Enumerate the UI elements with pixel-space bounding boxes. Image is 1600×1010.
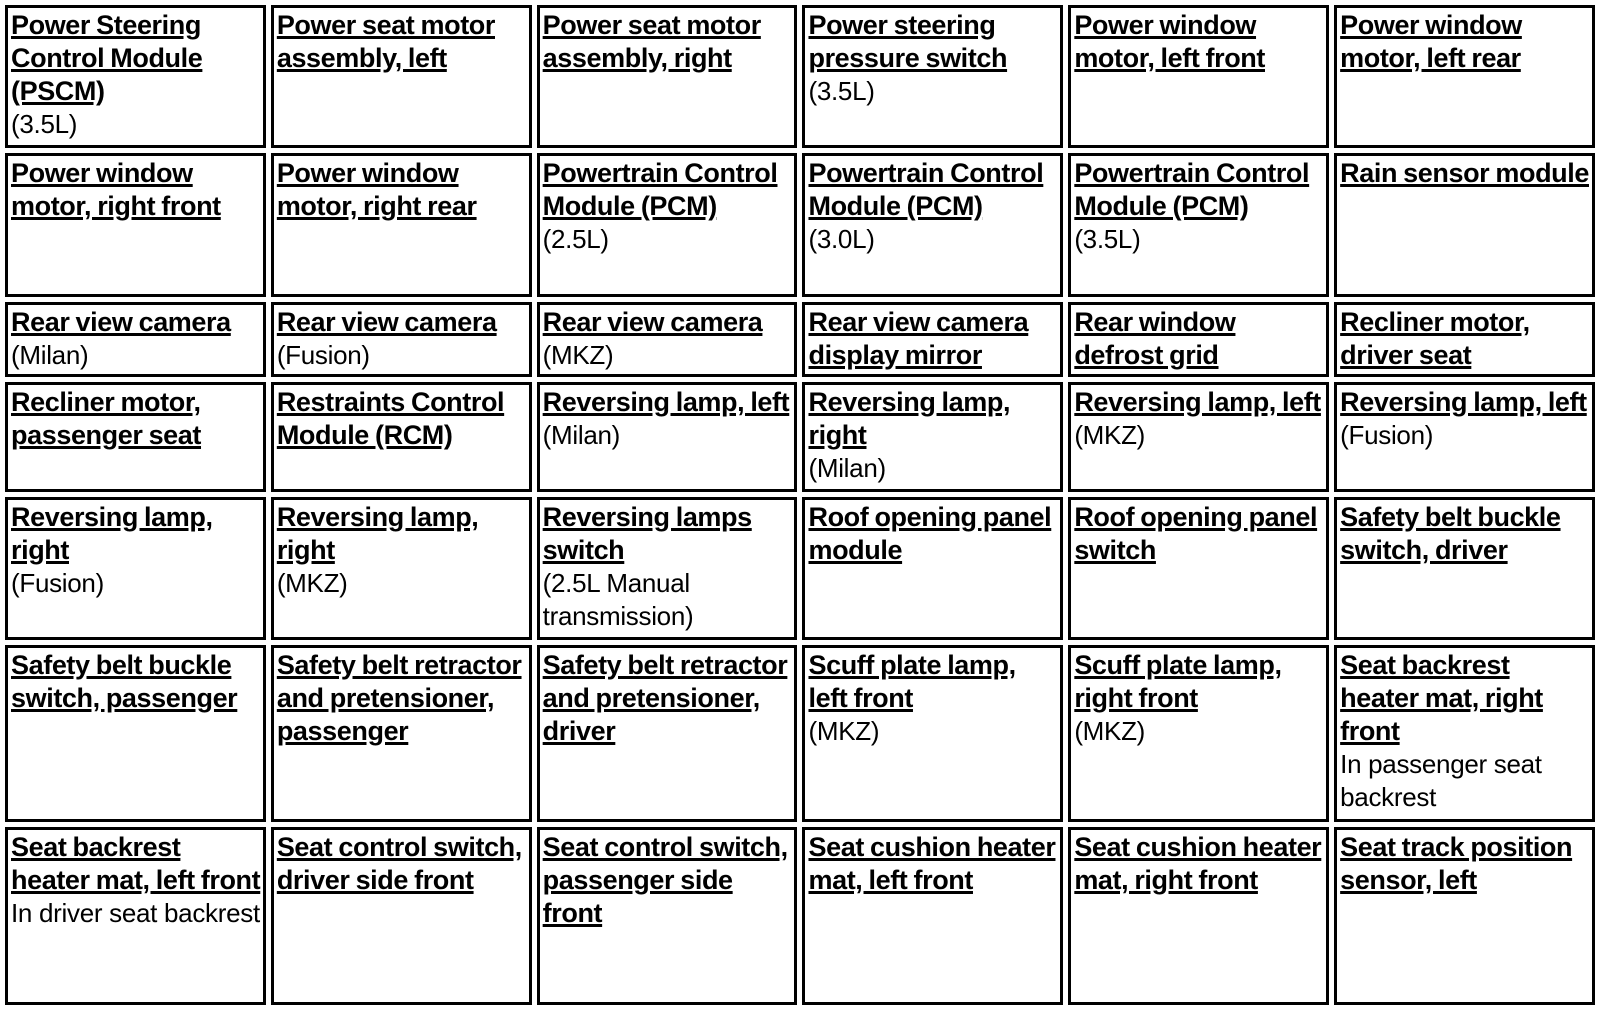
component-link[interactable]: Reversing lamp, left [1340,387,1587,418]
table-cell [1334,645,1595,822]
table-cell [1334,827,1595,1005]
component-link[interactable]: Rain sensor module [1340,158,1589,189]
table-body [5,5,1595,1005]
component-link[interactable]: Reversing lamp, right [808,387,1011,451]
component-link[interactable]: Scuff plate lamp, right front [1074,649,1282,713]
table-cell [537,153,798,296]
component-link[interactable]: Powertrain Control Module (PCM) [1074,158,1310,222]
table-row [5,5,1595,148]
component-link[interactable]: Reversing lamp, right [276,501,479,565]
table-row [5,645,1595,822]
component-link[interactable]: Power window motor, left rear [1340,10,1522,73]
table-cell [537,382,798,491]
table-cell [271,5,532,148]
component-link[interactable]: Roof opening panel module [808,501,1052,565]
component-link[interactable]: Rear view camera display mirror [808,306,1029,370]
component-link[interactable]: Reversing lamp, right [11,501,213,565]
component-link[interactable]: Reversing lamp, left [542,387,790,418]
component-note: (MKZ) [1074,715,1146,746]
table-cell [5,382,266,491]
component-note: (3.5L) [1074,224,1141,255]
component-link[interactable]: Restraints Control Module (RCM) [276,387,505,451]
component-link[interactable]: Powertrain Control Module (PCM) [542,158,778,222]
table-cell [537,5,798,148]
component-link[interactable]: Rear view camera [542,306,763,337]
component-link[interactable]: Safety belt buckle switch, passenger [11,649,238,713]
component-link[interactable]: Safety belt buckle switch, driver [1340,501,1561,565]
component-link[interactable]: Reversing lamps switch [542,501,752,565]
component-note: (2.5L) [542,224,609,255]
table-cell [802,497,1063,640]
component-note: In driver seat backrest [11,898,260,929]
table-cell [1068,302,1329,377]
component-link[interactable]: Scuff plate lamp, left front [808,649,1016,713]
table-cell [1068,645,1329,822]
component-link[interactable]: Seat backrest heater mat, right front [1340,649,1543,746]
table-cell [5,827,266,1005]
table-cell [1068,382,1329,491]
table-cell [537,645,798,822]
table-cell [5,645,266,822]
component-note: (Milan) [11,339,89,370]
table-row [5,497,1595,640]
table-cell [1068,497,1329,640]
table-cell [1068,153,1329,296]
table-cell [1334,302,1595,377]
component-note: (Fusion) [1340,420,1434,451]
table-cell [537,497,798,640]
component-note: (3.5L) [11,109,78,139]
component-link[interactable]: Rear view camera [276,306,497,337]
table-cell [271,302,532,377]
component-link[interactable]: Seat backrest heater mat, left front [11,832,261,896]
table-cell [271,827,532,1005]
component-link[interactable]: Seat cushion heater mat, left front [808,832,1056,896]
table-row [5,382,1595,491]
table-row [5,302,1595,377]
component-note: (3.0L) [808,224,875,255]
table-cell [5,302,266,377]
table-cell [271,382,532,491]
component-link[interactable]: Recliner motor, driver seat [1340,306,1530,370]
component-link[interactable]: Seat control switch, passenger side front [542,832,788,929]
component-link[interactable]: Power window motor, left front [1074,10,1265,73]
component-note: (MKZ) [1074,420,1146,451]
component-link[interactable]: Powertrain Control Module (PCM) [808,158,1044,222]
component-note: (Fusion) [11,567,104,598]
table-cell [1334,153,1595,296]
table-cell [1334,497,1595,640]
table-cell [1068,5,1329,148]
component-note: (MKZ) [276,567,348,598]
table-cell [802,645,1063,822]
table-cell [802,302,1063,377]
component-note: (MKZ) [542,339,614,370]
table-cell [5,153,266,296]
component-link[interactable]: Power window motor, right rear [276,158,477,222]
table-cell [802,153,1063,296]
component-link[interactable]: Safety belt retractor and pretensioner, passenger [276,649,522,746]
component-link[interactable]: Rear window defrost grid [1074,306,1236,370]
component-link[interactable]: Power Steering Control Module (PSCM) [11,10,203,106]
table-cell [537,302,798,377]
component-note: (Fusion) [276,339,370,370]
table-cell [802,5,1063,148]
component-link[interactable]: Power seat motor assembly, right [542,10,761,73]
table-cell [537,827,798,1005]
component-note: (MKZ) [808,715,880,746]
table-row [5,827,1595,1005]
component-link[interactable]: Seat control switch, driver side front [276,832,522,896]
table-cell [5,5,266,148]
table-cell [802,382,1063,491]
component-link[interactable]: Reversing lamp, left [1074,387,1321,418]
component-note: (2.5L Manual transmission) [542,567,694,631]
table-cell [271,645,532,822]
table-cell [1068,827,1329,1005]
component-link[interactable]: Roof opening panel switch [1074,501,1318,565]
table-cell [271,497,532,640]
component-note: In passenger seat backrest [1340,748,1542,812]
component-link[interactable]: Safety belt retractor and pretensioner, driver [542,649,788,746]
table-cell [802,827,1063,1005]
component-note: (Milan) [542,420,621,451]
component-link[interactable]: Seat track position sensor, left [1340,832,1573,896]
table-cell [5,497,266,640]
component-link[interactable]: Rear view camera [11,306,231,337]
table-cell [1334,5,1595,148]
component-note: (Milan) [808,453,886,484]
component-note: (3.5L) [808,76,875,106]
table-cell [1334,382,1595,491]
component-link[interactable]: Power steering pressure switch [808,10,1008,73]
table-row [5,153,1595,296]
component-link[interactable]: Power seat motor assembly, left [276,10,495,73]
component-link[interactable]: Seat cushion heater mat, right front [1074,832,1322,896]
component-link[interactable]: Power window motor, right front [11,158,221,222]
component-link[interactable]: Recliner motor, passenger seat [11,387,202,451]
table-cell [271,153,532,296]
